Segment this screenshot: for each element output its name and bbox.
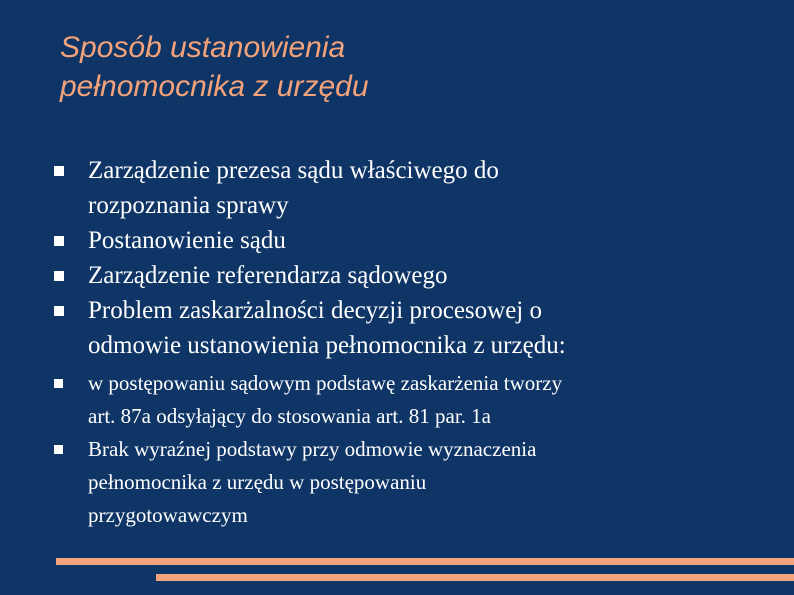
square-bullet-icon: [54, 166, 64, 176]
bullet-item: [47, 367, 782, 433]
bullet-item: [47, 293, 782, 363]
decorative-bar-top: [56, 558, 794, 565]
bullet-text: rozpoznania sprawy: [88, 192, 289, 219]
bullet-text: odmowie ustanowienia pełnomocnika z urzędu:: [88, 332, 566, 359]
bullet-text: Zarządzenie prezesa sądu właściwego do: [88, 157, 499, 184]
bullet-item: [47, 153, 782, 223]
square-bullet-icon: [54, 306, 64, 316]
decorative-bar-bottom: [156, 574, 794, 581]
square-bullet-icon: [54, 379, 63, 388]
bullet-item: [47, 223, 782, 258]
title-line-1: Sposób ustanowienia: [60, 31, 346, 64]
bullet-text: Problem zaskarżalności decyzji procesowej o: [88, 297, 542, 324]
title-line-2: pełnomocnika z urzędu: [60, 70, 369, 103]
square-bullet-icon: [54, 445, 63, 454]
bullet-text: pełnomocnika z urzędu w postępowaniu: [88, 470, 427, 494]
square-bullet-icon: [54, 236, 64, 246]
slide-title: [60, 28, 760, 106]
bullet-text: Brak wyraźnej podstawy przy odmowie wyznaczenia: [88, 437, 537, 461]
bullet-list: [47, 153, 782, 532]
bullet-item: [47, 433, 782, 532]
bullet-text: Postanowienie sądu: [88, 227, 286, 254]
bullet-item: [47, 258, 782, 293]
bullet-text: przygotowawczym: [88, 503, 248, 527]
bullet-text: Zarządzenie referendarza sądowego: [88, 262, 448, 289]
bullet-text: art. 87a odsyłający do stosowania art. 81 par. 1a: [88, 404, 491, 428]
bullet-text: w postępowaniu sądowym podstawę zaskarżenia tworzy: [88, 371, 563, 395]
square-bullet-icon: [54, 271, 64, 281]
